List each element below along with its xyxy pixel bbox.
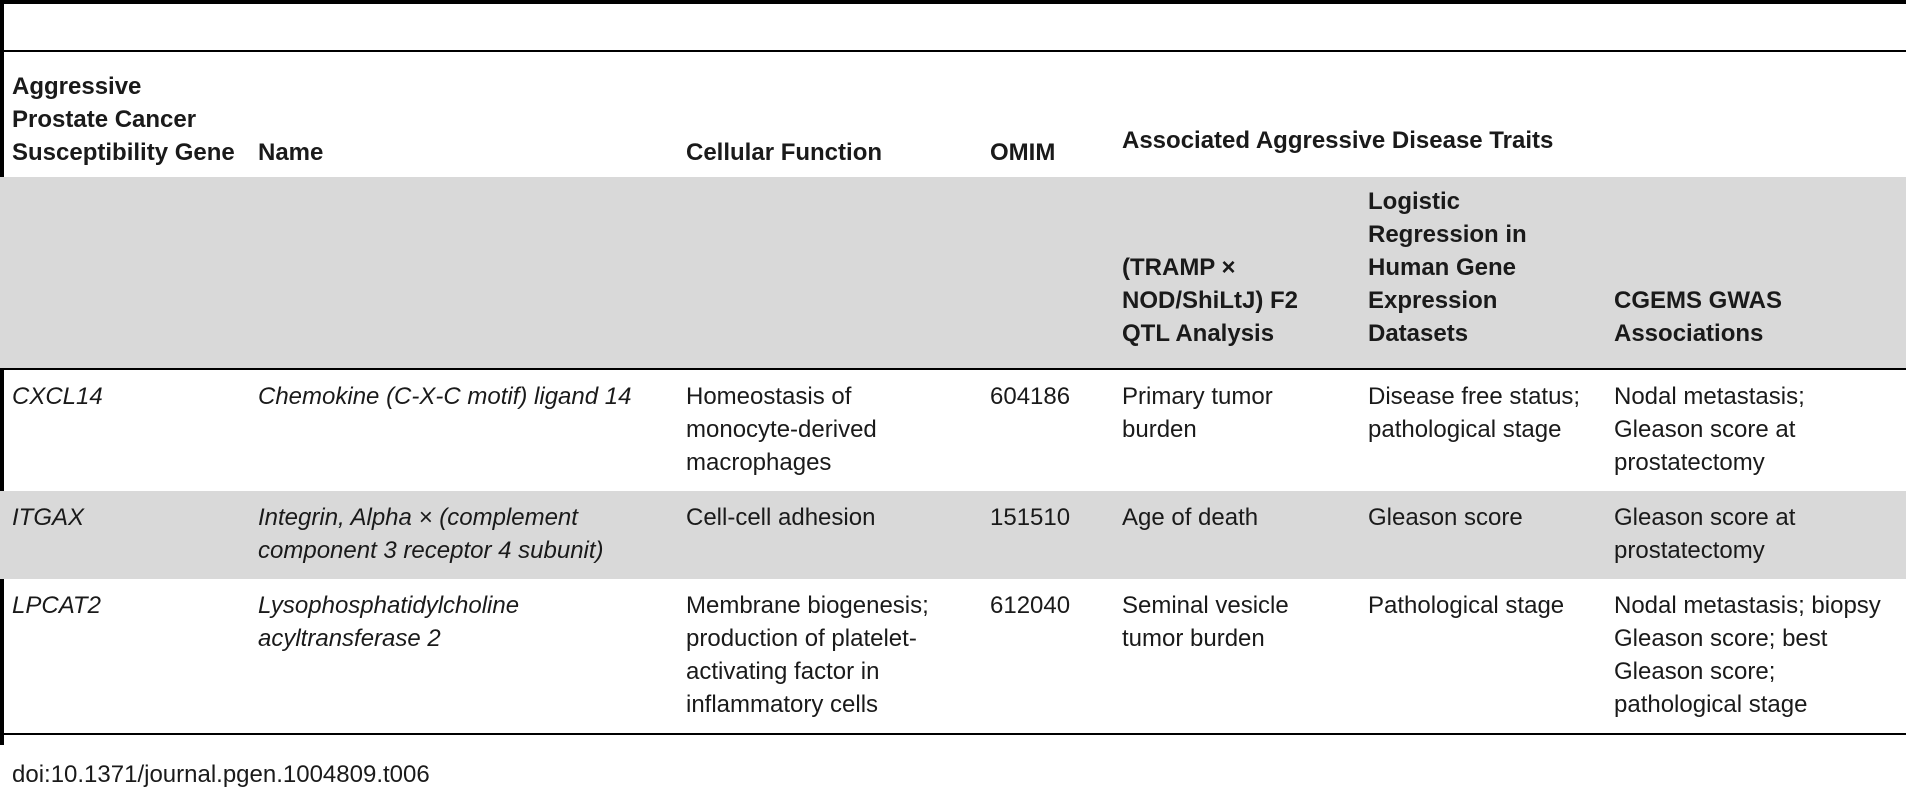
cell-gene: CXCL14 xyxy=(12,383,103,410)
header-blank-1 xyxy=(0,177,246,369)
cell-name: Lysophosphatidylcholine acyltransferase 2 xyxy=(246,579,674,734)
table-row xyxy=(0,579,1906,734)
header-gene: Aggressive Prostate Cancer Susceptibility Gene xyxy=(0,51,246,177)
header-row-secondary xyxy=(0,177,1906,369)
header-logistic: Logistic Regression in Human Gene Expression Datasets xyxy=(1356,177,1602,369)
header-blank-2 xyxy=(246,177,674,369)
header-name: Name xyxy=(246,51,674,177)
cell-function: Homeostasis of monocyte-derived macrophages xyxy=(686,383,877,476)
cell-gene: ITGAX xyxy=(0,491,246,579)
cell-logistic: Pathological stage xyxy=(1356,579,1602,734)
table-row xyxy=(0,491,1906,579)
cell-name: Chemokine (C-X-C motif) ligand 14 xyxy=(258,383,632,410)
cell-omim: 604186 xyxy=(990,383,1071,410)
header-omim: OMIM xyxy=(978,51,1110,177)
cell-cgems: Nodal metastasis; Gleason score at prostatectomy xyxy=(1614,383,1805,476)
header-blank-4 xyxy=(978,177,1110,369)
header-blank-3 xyxy=(674,177,978,369)
cell-qtl: Primary tumor burden xyxy=(1122,383,1273,443)
top-rule xyxy=(0,0,1906,4)
table-row xyxy=(0,369,1906,491)
header-associated-traits: Associated Aggressive Disease Traits xyxy=(1110,51,1906,177)
header-row-primary xyxy=(0,51,1906,177)
header-cgems: CGEMS GWAS Associations xyxy=(1602,177,1906,369)
cell-function: Cell-cell adhesion xyxy=(674,491,978,579)
cell-name: Integrin, Alpha × (complement component 3 receptor 4 subunit) xyxy=(246,491,674,579)
cell-qtl: Seminal vesicle tumor burden xyxy=(1110,579,1356,734)
header-function: Cellular Function xyxy=(674,51,978,177)
doi-caption[interactable]: doi:10.1371/journal.pgen.1004809.t006 xyxy=(12,761,430,788)
cell-logistic: Gleason score xyxy=(1356,491,1602,579)
gene-table xyxy=(0,50,1906,735)
cell-gene: LPCAT2 xyxy=(0,579,246,734)
cell-logistic: Disease free status; pathological stage xyxy=(1368,383,1581,443)
cell-omim: 612040 xyxy=(978,579,1110,734)
cell-cgems: Nodal metastasis; biopsy Gleason score; best Gleason score; pathological stage xyxy=(1602,579,1906,734)
cell-cgems: Gleason score at prostatectomy xyxy=(1602,491,1906,579)
cell-function: Membrane biogenesis; production of platelet-activating factor in inflammatory cells xyxy=(674,579,978,734)
header-qtl: (TRAMP × NOD/ShiLtJ) F2 QTL Analysis xyxy=(1110,177,1356,369)
cell-omim: 151510 xyxy=(978,491,1110,579)
cell-qtl: Age of death xyxy=(1110,491,1356,579)
